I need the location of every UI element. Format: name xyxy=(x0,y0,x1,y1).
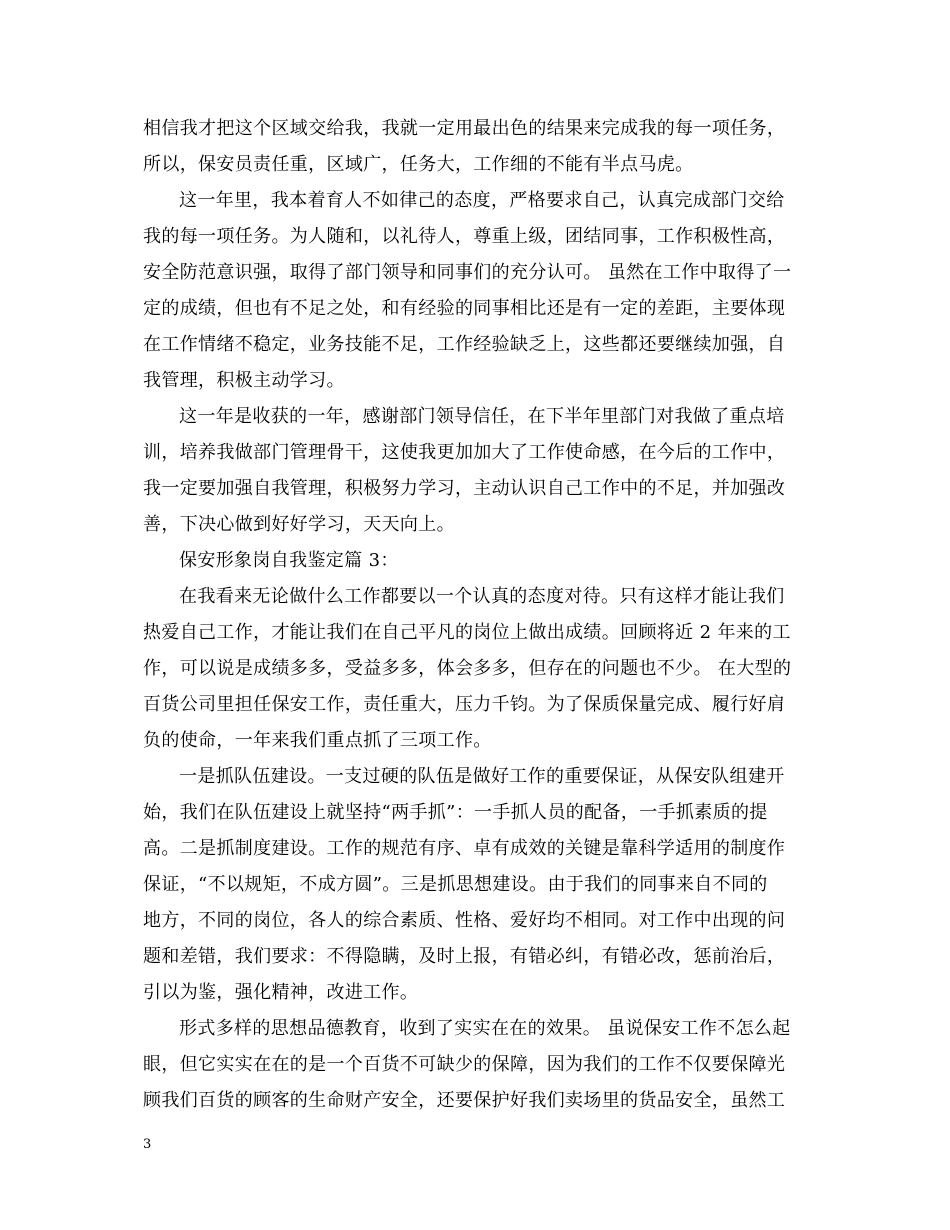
text-line: 顾我们百货的顾客的生命财产安全，还要保护好我们卖场里的货品安全，虽然工 xyxy=(143,1090,786,1111)
text-line: 引以为鉴，强化精神，改进工作。 xyxy=(143,982,419,1003)
text-line: 定的成绩，但也有不足之处，和有经验的同事相比还是有一定的差距，主要体现 xyxy=(143,298,786,319)
section-heading: 保安形象岗自我鉴定篇 3： xyxy=(179,550,399,571)
text-line: 作，可以说是成绩多多，受益多多，体会多多，但存在的问题也不少。 在大型的 xyxy=(143,658,792,679)
text-line: 眼，但它实实在在的是一个百货不可缺少的保障，因为我们的工作不仅要保障光 xyxy=(143,1054,786,1075)
text-line: 百货公司里担任保安工作，责任重大，压力千钧。为了保质保量完成、履行好肩 xyxy=(143,694,786,715)
text-line: 在工作情绪不稳定，业务技能不足，工作经验缺乏上，这些都还要继续加强，自 xyxy=(143,334,786,355)
text-line: 高。二是抓制度建设。工作的规范有序、卓有成效的关键是靠科学适用的制度作 xyxy=(143,838,786,859)
text-line: 我一定要加强自我管理，积极努力学习，主动认识自己工作中的不足，并加强改 xyxy=(143,478,786,499)
text-line: 一是抓队伍建设。一支过硬的队伍是做好工作的重要保证，从保安队组建开 xyxy=(179,766,785,787)
text-line: 负的使命，一年来我们重点抓了三项工作。 xyxy=(143,730,492,751)
text-line: 训，培养我做部门管理骨干，这使我更加加大了工作使命感，在今后的工作中， xyxy=(143,442,786,463)
text-line: 地方，不同的岗位，各人的综合素质、性格、爱好均不相同。对工作中出现的问 xyxy=(143,910,786,931)
text-line: 这一年里，我本着育人不如律己的态度，严格要求自己，认真完成部门交给 xyxy=(179,190,785,211)
text-line: 所以，保安员责任重，区域广，任务大，工作细的不能有半点马虎。 xyxy=(143,154,694,175)
text-line: 这一年是收获的一年，感谢部门领导信任，在下半年里部门对我做了重点培 xyxy=(179,406,785,427)
text-line: 安全防范意识强，取得了部门领导和同事们的充分认可。 虽然在工作中取得了一 xyxy=(143,262,792,283)
text-line: 题和差错，我们要求：不得隐瞒，及时上报，有错必纠，有错必改，惩前治后， xyxy=(143,946,786,967)
text-line: 始，我们在队伍建设上就坚持“两手抓”：一手抓人员的配备，一手抓素质的提 xyxy=(143,802,768,823)
text-line: 我的每一项任务。为人随和，以礼待人，尊重上级，团结同事，工作积极性高， xyxy=(143,226,786,247)
page-number: 3 xyxy=(143,1137,152,1152)
text-line: 热爱自己工作，才能让我们在自己平凡的岗位上做出成绩。回顾将近 2 年来的工 xyxy=(143,622,791,643)
text-line: 相信我才把这个区域交给我，我就一定用最出色的结果来完成我的每一项任务， xyxy=(143,118,786,139)
text-line: 在我看来无论做什么工作都要以一个认真的态度对待。只有这样才能让我们 xyxy=(179,586,785,607)
text-line: 我管理，积极主动学习。 xyxy=(143,370,345,391)
text-line: 形式多样的思想品德教育，收到了实实在在的效果。 虽说保安工作不怎么起 xyxy=(179,1018,791,1039)
text-line: 善，下决心做到好好学习，天天向上。 xyxy=(143,514,455,535)
text-line: 保证，“不以规矩，不成方圆”。三是抓思想建设。由于我们的同事来自不同的 xyxy=(143,874,768,895)
